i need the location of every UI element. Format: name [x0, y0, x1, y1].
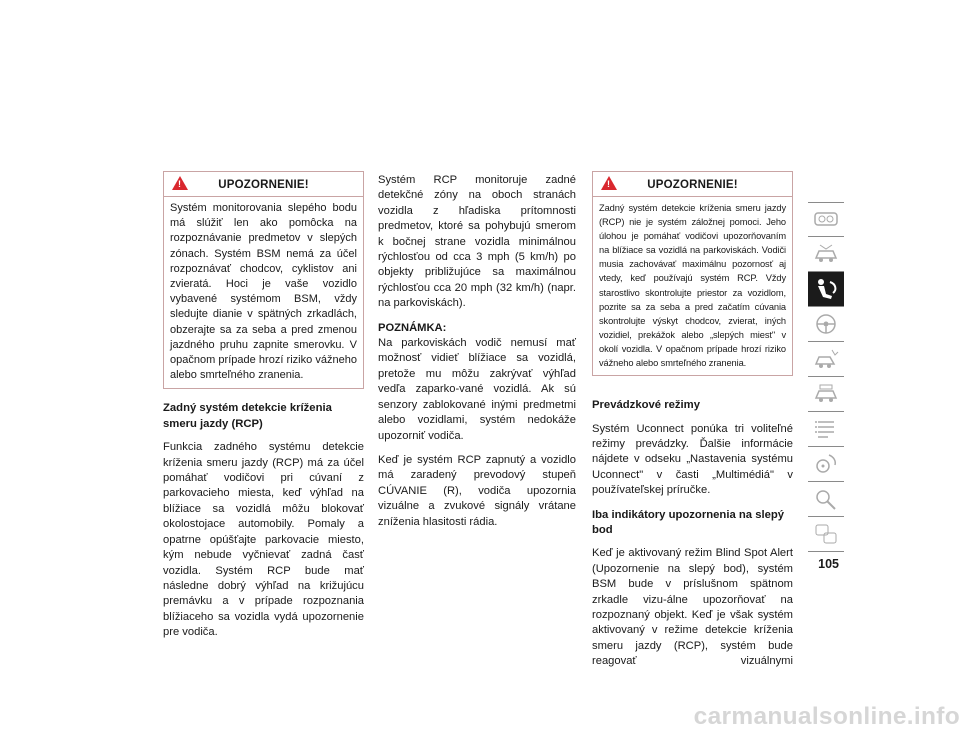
note-label: POZNÁMKA: — [378, 321, 447, 334]
car-dashboard-icon — [812, 207, 840, 233]
warning-header — [164, 172, 363, 197]
tab-languages[interactable] — [808, 517, 844, 552]
airbag-safety-icon — [812, 276, 840, 302]
warning-title: UPOZORNENIE! — [647, 179, 738, 191]
tab-driving[interactable] — [808, 307, 844, 342]
languages-icon — [812, 521, 840, 547]
tab-dashboard[interactable] — [808, 202, 844, 237]
list-specs-icon — [812, 416, 840, 442]
chapter-tabs — [808, 202, 844, 552]
warning-box — [592, 171, 793, 376]
paragraph: Systém Uconnect ponúka tri voliteľné režimy prevádzky. Ďalšie informácie nájdete v odseku „Nastavenia systému Uconnect" v časti „Multimédiá" v používateľskej príručke. — [592, 422, 793, 497]
tab-safety[interactable] — [808, 272, 844, 307]
paragraph: Keď je systém RCP zapnutý a vozidlo má zaradený prevodový stupeň CÚVANIE (R), vodiča upozornia vizuálne a zvukové signály vrátane zníženia hlasitosti rádia. — [378, 453, 576, 528]
section-heading: Prevádzkové režimy — [592, 399, 701, 412]
warning-triangle-icon — [172, 176, 188, 190]
tab-multimedia[interactable] — [808, 447, 844, 482]
car-info-icon — [812, 241, 840, 267]
tab-service[interactable] — [808, 377, 844, 412]
car-crash-icon — [812, 346, 840, 372]
paragraph: Systém RCP monitoruje zadné detekčné zóny na oboch stranách vozidla z hľadiska prítomnosti predmetov, ktoré sa pohybujú smerom k bočnej strane vozidla minimálnou rýchlosťou od cca 3 mph (5 km/h) po objekty približujúce sa maximálnou rýchlosťou cca 20 mph (32 km/h) (napr. na parkoviskách). — [378, 174, 576, 310]
middle-column — [378, 173, 576, 530]
tab-index[interactable] — [808, 482, 844, 517]
section-heading: Iba indikátory upozornenia na slepý bod — [592, 508, 785, 536]
warning-body — [593, 197, 792, 375]
left-column — [163, 171, 364, 641]
warning-box — [163, 171, 364, 389]
right-column — [592, 171, 793, 670]
tab-specs[interactable] — [808, 412, 844, 447]
tab-info[interactable] — [808, 237, 844, 272]
search-index-icon — [812, 486, 840, 512]
warning-text: Zadný systém detekcie kríženia smeru jazdy (RCP) nie je systém záložnej pomoci. Jeho úlohou je pomáhať vodičovi upozorňovaním na blížiace sa vozidlá na parkoviskách. Vodiči musia zachovávať maximálnu pozornosť aj vtedy, keď používajú systém RCP. Vždy starostlivo skontrolujte priestor za vozidlom, pozrite sa za seba a pred začatím cúvania skontrolujte výskyt chodcov, zvierat, iných vozidiel, prekážok alebo „slepých miest" v okolí vozidla. V opačnom prípade hrozí riziko vážneho alebo smrteľného zranenia. — [599, 203, 786, 369]
warning-body — [164, 197, 363, 388]
warning-text: Systém monitorovania slepého bodu má slúžiť len ako pomôcka na rozpoznávanie predmetov v slepých zónach. Systém BSM nemá za účel rozpoznávať chodcov, cyklistov ani zvieratá. Hoci je vaše vozidlo vybavené systémom BSM, vždy sledujte dianie v spätných zrkadlách, obzerajte sa za seba a pred zmenou jazdného pruhu zapnite smerovku. V opačnom prípade hrozí riziko vážneho alebo smrteľného zranenia. — [170, 202, 357, 382]
warning-header — [593, 172, 792, 197]
note-text: Na parkoviskách vodič nemusí mať možnosť vidieť blížiace sa vozidlá, pretože mu môžu zakrývať výhľad vedľa zaparko-vané vozidlá. Ak sú senzory zablokované inými predmetmi alebo vozidlami, systém nedokáže upozorniť vodiča. — [378, 337, 576, 442]
car-service-icon — [812, 381, 840, 407]
page-number: 105 — [818, 557, 839, 571]
steering-wheel-icon — [812, 311, 840, 337]
warning-title: UPOZORNENIE! — [218, 179, 309, 191]
warning-triangle-icon — [601, 176, 617, 190]
watermark: carmanualsonline.info — [693, 703, 960, 730]
paragraph: Funkcia zadného systému detekcie kríženia smeru jazdy (RCP) má za účel pomáhať vodičovi pri cúvaní z parkovacieho miesta, keď výhľad na blížiace sa vozidlá môžu blokovať okolostojace automobily. Pomaly a opatrne opúšťajte parkovacie miesto, kým nebude vyčnievať zadná časť vozidla. Systém RCP bude mať následne dobrý výhľad na križujúcu premávku a v prípade rozpoznania blížiaceho sa vozidla vydá upozornenie pre vodiča. — [163, 441, 364, 639]
paragraph: Keď je aktivovaný režim Blind Spot Alert (Upozornenie na slepý bod), systém BSM bude v príslušnom spätnom zrkadle vizu-álne upozorňovať na rozpoznaný objekt. Keď je však systém aktivovaný v režime detekcie kríženia smeru jazdy (RCP), systém bude reagovať vizuálnymi — [592, 547, 793, 668]
section-heading: Zadný systém detekcie kríženia smeru jazdy (RCP) — [163, 402, 332, 430]
tab-emergency[interactable] — [808, 342, 844, 377]
multimedia-icon — [812, 451, 840, 477]
